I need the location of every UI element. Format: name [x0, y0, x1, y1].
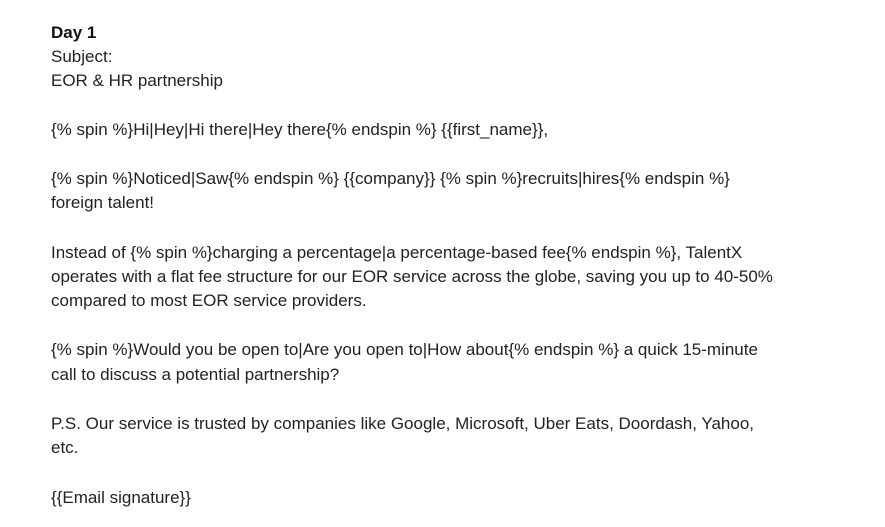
paragraph-line: {% spin %}Noticed|Saw{% endspin %} {{company}} {% spin %}recruits|hires{% endspin %} — [51, 169, 730, 188]
spacer — [51, 142, 841, 167]
spacer — [51, 216, 841, 241]
subject-label: Subject: — [51, 47, 113, 66]
spacer — [51, 313, 841, 338]
paragraph-postscript — [51, 412, 841, 461]
spacer — [51, 387, 841, 412]
paragraph-call-to-action — [51, 338, 841, 387]
paragraph-line: compared to most EOR service providers. — [51, 291, 367, 311]
email-signature-placeholder: {{Email signature}} — [51, 487, 191, 507]
paragraph-line: operates with a flat fee structure for our EOR service across the globe, saving you up to 40-50% — [51, 266, 773, 286]
paragraph-line: Instead of {% spin %}charging a percentage|a percentage-based fee{% endspin %}, TalentX — [51, 242, 743, 262]
paragraph-line: foreign talent! — [51, 193, 155, 213]
paragraph-pricing — [51, 241, 841, 314]
spacer — [51, 461, 841, 486]
paragraph-line: etc. — [51, 438, 79, 458]
paragraph-line: P.S. Our service is trusted by companies like Google, Microsoft, Uber Eats, Doordash, Yahoo, — [51, 414, 754, 434]
paragraph-line: call to discuss a potential partnership? — [51, 364, 340, 384]
paragraph-line: {% spin %}Would you be open to|Are you open to|How about{% endspin %} a quick 15-minute — [51, 340, 758, 360]
paragraph-noticed — [51, 167, 841, 216]
day-label: Day 1 — [51, 23, 97, 42]
greeting-line: {% spin %}Hi|Hey|Hi there|Hey there{% endspin %} {{first_name}}, — [51, 120, 549, 139]
spacer — [51, 93, 841, 118]
subject-value: EOR & HR partnership — [51, 71, 223, 90]
